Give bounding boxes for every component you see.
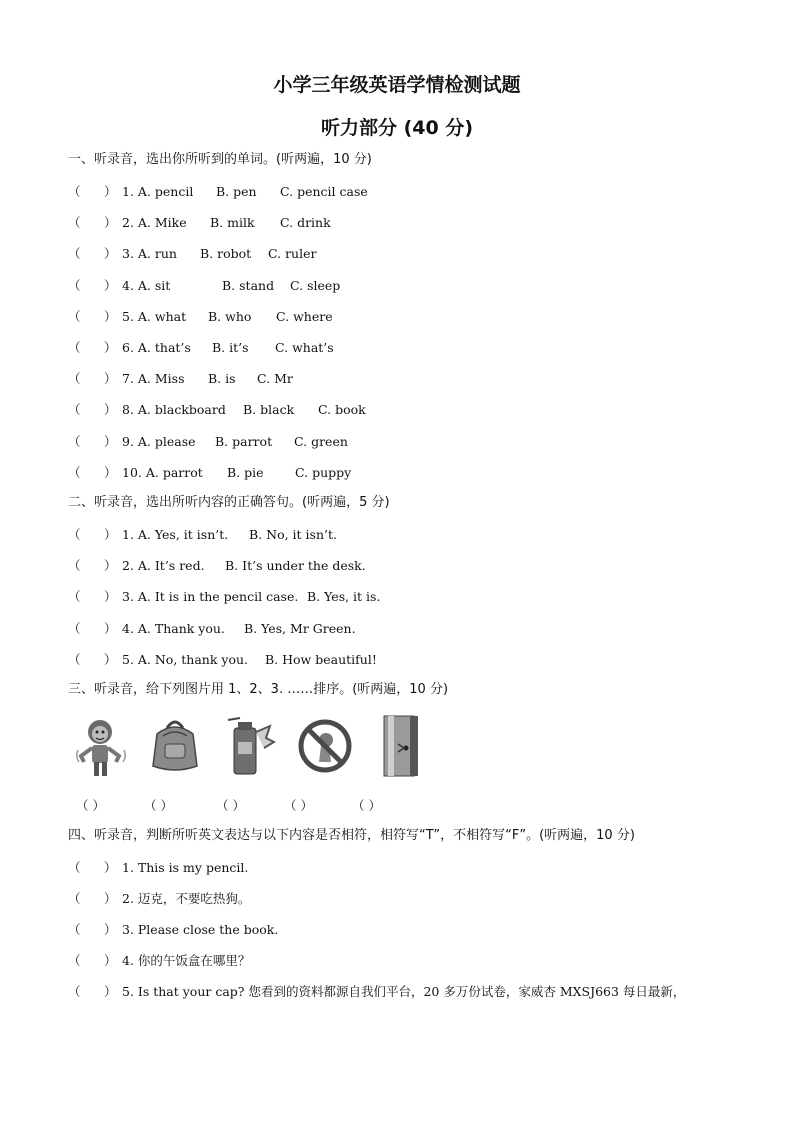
paren-open: （ <box>68 651 81 667</box>
picture-row <box>70 712 470 782</box>
option-b: B. parrot <box>215 433 273 449</box>
question-row <box>68 620 356 637</box>
answer-blank[interactable] <box>68 371 118 387</box>
paren-open: （ <box>68 340 81 355</box>
statement-text: 4. 你的午饭盒在哪里？ <box>122 953 251 968</box>
option-c: C. drink <box>280 215 331 231</box>
answer-blank[interactable] <box>68 891 118 907</box>
page-title: 小学三年级英语学情检测试题 <box>273 74 521 96</box>
answer-blank[interactable] <box>68 246 118 262</box>
option-c: C. sleep <box>290 277 341 293</box>
answer-blank[interactable] <box>68 652 118 668</box>
statement-text: 5. Is that your cap? 您看到的资料都源自我们平台，20 多万份试卷，家威杏 MXSJ663 每日最新， <box>122 984 686 999</box>
option-b: B. pen <box>216 184 257 199</box>
option-a: 7. A. Miss <box>122 371 185 387</box>
paren-close: ） <box>104 340 117 355</box>
answer-blank[interactable]: （ ） <box>76 798 105 813</box>
question-row <box>68 371 293 387</box>
paren-close: ） <box>104 860 117 875</box>
question-row <box>68 340 334 356</box>
option-a: 2. A. Mike <box>122 215 187 231</box>
section2-heading: 二、听录音，选出所听内容的正确答句。(听两遍，5 分) <box>68 495 390 510</box>
paren-open: （ <box>68 527 81 542</box>
paren-open: （ <box>68 891 81 906</box>
option-b: B. Yes, Mr Green. <box>244 620 356 636</box>
paren-close: ） <box>104 620 117 636</box>
answer-blank[interactable] <box>68 922 118 938</box>
answer-blank[interactable] <box>68 621 118 637</box>
statement-row <box>68 984 686 1000</box>
paren-close: ） <box>104 464 117 480</box>
paren-open: （ <box>68 433 81 449</box>
option-a: 2. A. It’s red. <box>122 558 205 574</box>
pencil-case-icon <box>220 712 280 780</box>
option-a: 3. A. It is in the pencil case. <box>122 589 299 605</box>
paren-open: （ <box>68 371 81 387</box>
question-row <box>68 464 352 481</box>
statement-row <box>68 953 251 969</box>
paren-close: ） <box>104 215 117 231</box>
answer-blank[interactable] <box>68 340 118 356</box>
statement-text: 3. Please close the book. <box>122 922 279 937</box>
paren-open: （ <box>68 464 81 480</box>
option-a: 9. A. please <box>122 433 196 449</box>
option-b: B. Yes, it is. <box>307 589 381 605</box>
answer-blank[interactable] <box>68 465 118 481</box>
question-row <box>68 184 368 200</box>
no-parrot-sign-icon <box>295 712 355 780</box>
schoolbag-icon <box>145 712 205 780</box>
question-row <box>68 308 333 325</box>
paren-open: （ <box>68 922 81 937</box>
answer-blank[interactable] <box>68 184 118 200</box>
statement-row <box>68 922 279 938</box>
option-a: 6. A. that’s <box>122 340 191 355</box>
paren-close: ） <box>104 527 117 542</box>
option-b: B. who <box>208 308 252 324</box>
option-a: 4. A. Thank you. <box>122 620 225 636</box>
paren-open: （ <box>68 184 81 199</box>
answer-blank[interactable] <box>68 309 118 325</box>
option-b: B. No, it isn’t. <box>249 527 337 542</box>
option-b: B. robot <box>200 246 252 262</box>
answer-blank[interactable] <box>68 589 118 605</box>
option-c: C. book <box>318 402 366 418</box>
answer-blank[interactable] <box>68 527 118 543</box>
boy-waving-icon <box>72 712 132 780</box>
section4-heading: 四、听录音，判断所听英文表达与以下内容是否相符，相符写“T”，不相符写“F”。(听两遍，10 分) <box>68 828 635 843</box>
option-b: B. black <box>243 402 295 418</box>
answer-blank[interactable]: （ ） <box>352 798 381 813</box>
page-subtitle: 听力部分 (40 分) <box>320 117 474 139</box>
option-a: 1. A. pencil <box>122 184 194 199</box>
door-icon <box>370 712 430 780</box>
question-row <box>68 433 348 450</box>
option-c: C. where <box>276 308 333 324</box>
answer-blank[interactable] <box>68 984 118 1000</box>
paren-close: ） <box>104 891 117 906</box>
option-b: B. It’s under the desk. <box>225 558 366 574</box>
question-row <box>68 589 381 605</box>
paren-close: ） <box>104 184 117 199</box>
option-c: C. ruler <box>268 246 317 262</box>
paren-open: （ <box>68 620 81 636</box>
question-row <box>68 527 337 543</box>
paren-close: ） <box>104 922 117 937</box>
paren-close: ） <box>104 558 117 574</box>
answer-blank[interactable] <box>68 278 118 294</box>
paren-open: （ <box>68 953 81 968</box>
question-row <box>68 215 331 231</box>
option-c: C. pencil case <box>280 184 368 199</box>
option-a: 3. A. run <box>122 246 177 262</box>
answer-blank[interactable] <box>68 434 118 450</box>
option-c: C. what’s <box>275 340 334 355</box>
paren-open: （ <box>68 215 81 231</box>
paren-close: ） <box>104 589 117 605</box>
paren-close: ） <box>104 953 117 968</box>
option-b: B. pie <box>227 464 264 480</box>
paren-close: ） <box>104 402 117 418</box>
answer-blank[interactable] <box>68 860 118 876</box>
option-b: B. How beautiful! <box>265 651 377 667</box>
question-row <box>68 246 317 262</box>
option-a: 10. A. parrot <box>122 464 203 480</box>
statement-text: 2. 迈克，不要吃热狗。 <box>122 891 251 906</box>
option-b: B. it’s <box>212 340 249 355</box>
answer-blank[interactable]: （ ） <box>216 798 245 813</box>
paren-close: ） <box>104 371 117 387</box>
paren-open: （ <box>68 246 81 262</box>
option-b: B. is <box>208 371 236 387</box>
question-row <box>68 558 366 574</box>
question-row <box>68 277 341 294</box>
option-c: C. Mr <box>257 371 293 387</box>
answer-blank[interactable] <box>68 402 118 418</box>
answer-blank[interactable] <box>68 558 118 574</box>
paren-open: （ <box>68 984 81 999</box>
statement-row <box>68 891 251 907</box>
answer-blank[interactable]: （ ） <box>144 798 173 813</box>
paren-open: （ <box>68 308 81 324</box>
question-row <box>68 402 366 418</box>
section3-heading: 三、听录音，给下列图片用 1、2、3. ……排序。(听两遍，10 分) <box>68 682 449 697</box>
paren-close: ） <box>104 308 117 324</box>
statement-text: 1. This is my pencil. <box>122 860 249 875</box>
option-a: 1. A. Yes, it isn’t. <box>122 527 229 542</box>
answer-blank[interactable]: （ ） <box>284 798 313 813</box>
option-a: 5. A. what <box>122 308 187 324</box>
option-a: 5. A. No, thank you. <box>122 651 249 667</box>
paren-open: （ <box>68 589 81 605</box>
section1-heading: 一、听录音，选出你所听到的单词。(听两遍，10 分) <box>68 152 372 167</box>
option-a: 8. A. blackboard <box>122 402 226 418</box>
answer-blank[interactable] <box>68 953 118 969</box>
option-c: C. green <box>294 433 348 449</box>
paren-close: ） <box>104 433 117 449</box>
option-c: C. puppy <box>295 464 352 480</box>
statement-row <box>68 860 249 876</box>
option-a: 4. A. sit <box>122 277 171 293</box>
paren-open: （ <box>68 558 81 574</box>
paren-close: ） <box>104 651 117 667</box>
paren-close: ） <box>104 246 117 262</box>
paren-close: ） <box>104 984 117 999</box>
paren-open: （ <box>68 860 81 875</box>
paren-open: （ <box>68 277 81 293</box>
option-b: B. milk <box>210 215 255 231</box>
paren-close: ） <box>104 277 117 293</box>
option-b: B. stand <box>222 277 275 293</box>
answer-blank[interactable] <box>68 215 118 231</box>
question-row <box>68 651 377 668</box>
paren-open: （ <box>68 402 81 418</box>
